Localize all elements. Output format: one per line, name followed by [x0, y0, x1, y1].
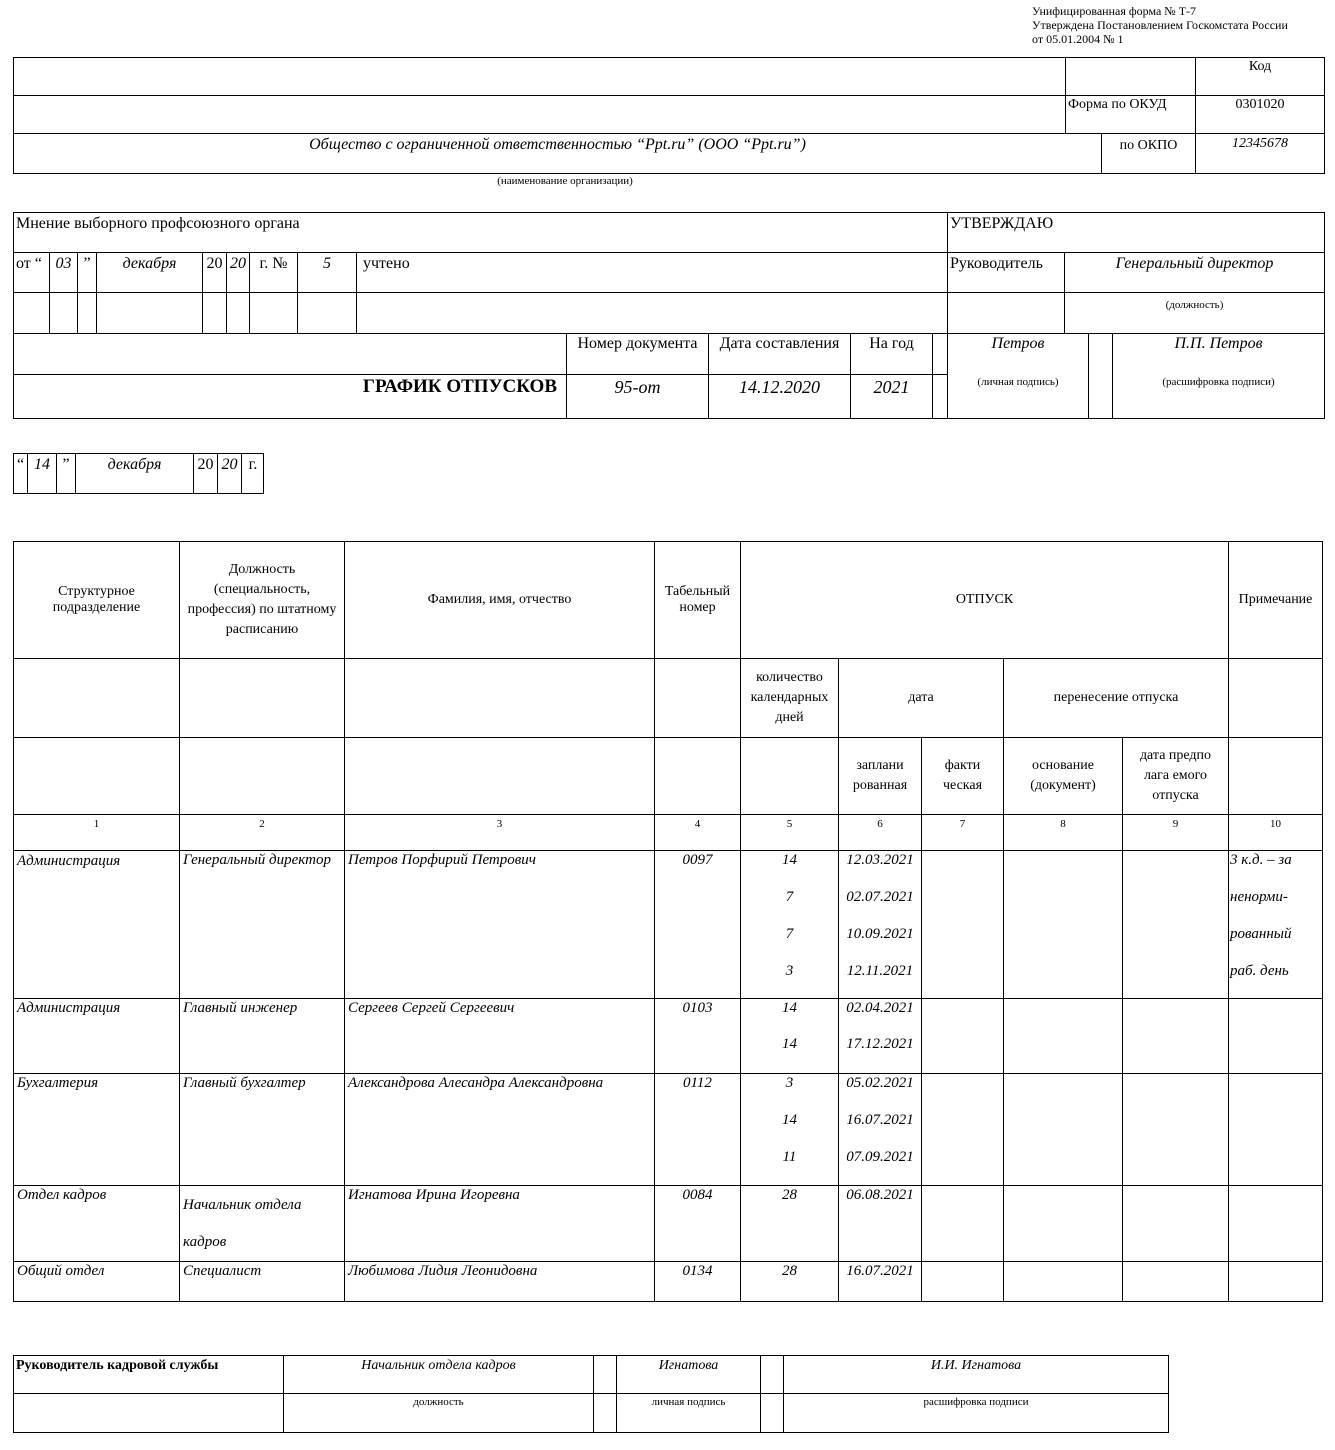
hr-position-caption: должность — [413, 1396, 464, 1408]
form-header-line: Унифицированная форма № Т-7 — [1032, 4, 1197, 18]
organization-name: Общество с ограниченной ответственностью “Ppt.ru” (ООО “Ppt.ru”) — [309, 136, 806, 153]
date-year-prefix: 20 — [197, 456, 214, 473]
union-year-prefix: 20 — [206, 255, 223, 272]
header-tab: Табельный номер — [655, 542, 741, 659]
row-name: Петров Порфирий Петрович — [345, 851, 655, 999]
vacation-days: 28 — [782, 1263, 797, 1279]
row-name: Сергеев Сергей Сергеевич — [345, 999, 655, 1074]
document-title: ГРАФИК ОТПУСКОВ — [362, 376, 557, 397]
table-row — [14, 1186, 1323, 1262]
approval-head-label: Руководитель — [950, 255, 1043, 272]
doc-number: 95-от — [614, 377, 661, 397]
vacation-date: 02.07.2021 — [846, 889, 914, 905]
header-name: Фамилия, имя, отчество — [345, 542, 655, 659]
okud-label: Форма по ОКУД — [1068, 97, 1167, 112]
column-numbers-row — [14, 815, 1323, 851]
row-days — [741, 1186, 839, 1262]
approval-decryption-caption: (расшифровка подписи) — [1162, 376, 1275, 388]
header-basis: основание (документ) — [1004, 738, 1123, 815]
union-month: декабря — [122, 255, 177, 272]
header-vacation: ОТПУСК — [741, 542, 1229, 659]
header-expected: дата предпо лага емого отпуска — [1123, 738, 1229, 815]
hr-decryption-caption: расшифровка подписи — [923, 1396, 1029, 1408]
row-dept: Администрация — [14, 851, 180, 999]
date-quote-close: ” — [62, 456, 70, 473]
union-number: 5 — [323, 255, 331, 272]
note-line: раб. день — [1230, 963, 1289, 979]
column-number: 9 — [1123, 815, 1229, 851]
vacation-date: 16.07.2021 — [846, 1263, 914, 1279]
doc-year: 2021 — [873, 377, 910, 397]
org-block — [13, 57, 1325, 174]
vacation-days: 11 — [782, 1149, 797, 1165]
column-number: 7 — [922, 815, 1004, 851]
table-row — [14, 851, 1323, 999]
header-date: дата — [839, 659, 1004, 738]
date-year-suffix: 20 — [221, 456, 238, 473]
vacation-date: 12.11.2021 — [846, 963, 914, 979]
vacation-days: 3 — [785, 1075, 794, 1091]
row-dates — [839, 999, 922, 1074]
vacation-date: 06.08.2021 — [846, 1187, 914, 1203]
vacation-date: 17.12.2021 — [846, 1036, 914, 1052]
date-quote-open: “ — [16, 456, 25, 473]
approve-title: УТВЕРЖДАЮ — [950, 215, 1054, 232]
code-header: Код — [1248, 59, 1272, 74]
approval-date — [13, 453, 264, 494]
row-dates — [839, 851, 922, 999]
table-row — [14, 1074, 1323, 1186]
row-days — [741, 999, 839, 1074]
hr-label: Руководитель кадровой службы — [16, 1358, 219, 1373]
vacation-date: 10.09.2021 — [846, 926, 914, 942]
header-position: Должность (специальность, профессия) по штатному расписанию — [180, 542, 345, 659]
row-dept: Отдел кадров — [14, 1186, 180, 1262]
union-day: 03 — [55, 255, 72, 272]
column-number: 1 — [14, 815, 180, 851]
header-note: Примечание — [1229, 542, 1323, 659]
approval-block — [13, 212, 1325, 419]
note-line: ненорми- — [1230, 889, 1288, 905]
table-row — [14, 1262, 1323, 1302]
row-position: Главный инженер — [180, 999, 345, 1074]
vacation-date: 07.09.2021 — [846, 1149, 914, 1165]
row-dept: Общий отдел — [14, 1262, 180, 1302]
vacation-date: 02.04.2021 — [846, 1000, 914, 1016]
header-actual: факти ческая — [922, 738, 1004, 815]
header-days: количество календарных дней — [741, 659, 839, 738]
approval-position-caption: (должность) — [1165, 299, 1224, 311]
row-tab: 0112 — [655, 1074, 741, 1186]
vacation-days: 7 — [785, 889, 794, 905]
vacation-date: 16.07.2021 — [846, 1112, 914, 1128]
approval-signature: Петров — [991, 335, 1045, 352]
row-name: Игнатова Ирина Игоревна — [345, 1186, 655, 1262]
organization-caption: (наименование организации) — [497, 175, 633, 187]
date-day: 14 — [34, 456, 50, 473]
hr-signature-block — [13, 1355, 1169, 1433]
union-num-label: г. № — [259, 255, 288, 272]
form-header — [1032, 4, 1288, 46]
column-number: 5 — [741, 815, 839, 851]
row-days — [741, 1074, 839, 1186]
date-month: декабря — [107, 456, 162, 473]
vacation-date: 12.03.2021 — [846, 852, 914, 868]
row-position: Главный бухгалтер — [180, 1074, 345, 1186]
note-line: рованный — [1230, 926, 1292, 942]
row-name: Александрова Алесандра Александровна — [345, 1074, 655, 1186]
okud-value: 0301020 — [1235, 97, 1285, 112]
row-note — [1229, 851, 1323, 999]
row-days — [741, 1262, 839, 1302]
column-number: 4 — [655, 815, 741, 851]
row-dates — [839, 1074, 922, 1186]
column-number: 3 — [345, 815, 655, 851]
row-tab: 0134 — [655, 1262, 741, 1302]
column-number: 6 — [839, 815, 922, 851]
row-position: Генеральный директор — [180, 851, 345, 999]
row-name: Любимова Лидия Леонидовна — [345, 1262, 655, 1302]
union-year-suffix: 20 — [230, 255, 246, 272]
form-header-line: от 05.01.2004 № 1 — [1032, 32, 1124, 46]
okpo-label: по ОКПО — [1119, 138, 1178, 153]
hr-decryption: И.И. Игнатова — [930, 1358, 1022, 1373]
union-quote-close: ” — [83, 255, 91, 272]
vacation-days: 14 — [782, 852, 797, 868]
vacation-days: 7 — [785, 926, 794, 942]
vacation-date: 05.02.2021 — [846, 1075, 914, 1091]
row-dept: Администрация — [14, 999, 180, 1074]
column-number: 2 — [180, 815, 345, 851]
approval-position: Генеральный директор — [1115, 255, 1274, 272]
table-row — [14, 999, 1323, 1074]
union-from-label: от “ — [16, 255, 42, 272]
hr-signature: Игнатова — [658, 1358, 719, 1373]
column-number: 8 — [1004, 815, 1123, 851]
approval-decryption: П.П. Петров — [1174, 335, 1263, 352]
doc-number-label: Номер документа — [577, 335, 698, 352]
header-transfer: перенесение отпуска — [1004, 659, 1229, 738]
row-tab: 0103 — [655, 999, 741, 1074]
vacation-days: 14 — [782, 1000, 797, 1016]
vacation-days: 14 — [782, 1112, 797, 1128]
header-dept: Структурное подразделение — [14, 542, 180, 659]
row-days — [741, 851, 839, 999]
hr-signature-caption: личная подпись — [651, 1396, 726, 1408]
row-tab: 0097 — [655, 851, 741, 999]
header-planned: заплани рованная — [839, 738, 922, 815]
okpo-value: 12345678 — [1232, 136, 1288, 151]
row-dates — [839, 1262, 922, 1302]
vacation-days: 28 — [782, 1187, 797, 1203]
row-dates — [839, 1186, 922, 1262]
union-status: учтено — [363, 255, 410, 272]
doc-date-label: Дата составления — [719, 335, 840, 352]
note-line: 3 к.д. – за — [1230, 852, 1292, 868]
date-year-mark: г. — [248, 456, 258, 473]
column-number: 10 — [1229, 815, 1323, 851]
row-dept: Бухгалтерия — [14, 1074, 180, 1186]
vacation-table — [13, 541, 1323, 1302]
vacation-days: 3 — [785, 963, 794, 979]
row-position: Начальник отдела кадров — [180, 1186, 345, 1262]
approval-signature-caption: (личная подпись) — [977, 376, 1059, 388]
vacation-days: 14 — [782, 1036, 797, 1052]
row-tab: 0084 — [655, 1186, 741, 1262]
doc-date: 14.12.2020 — [739, 377, 820, 397]
form-header-line: Утверждена Постановлением Госкомстата России — [1032, 18, 1288, 32]
union-opinion-title: Мнение выборного профсоюзного органа — [16, 215, 300, 232]
row-position: Специалист — [180, 1262, 345, 1302]
doc-year-label: На год — [869, 335, 914, 352]
hr-position: Начальник отдела кадров — [361, 1358, 516, 1373]
